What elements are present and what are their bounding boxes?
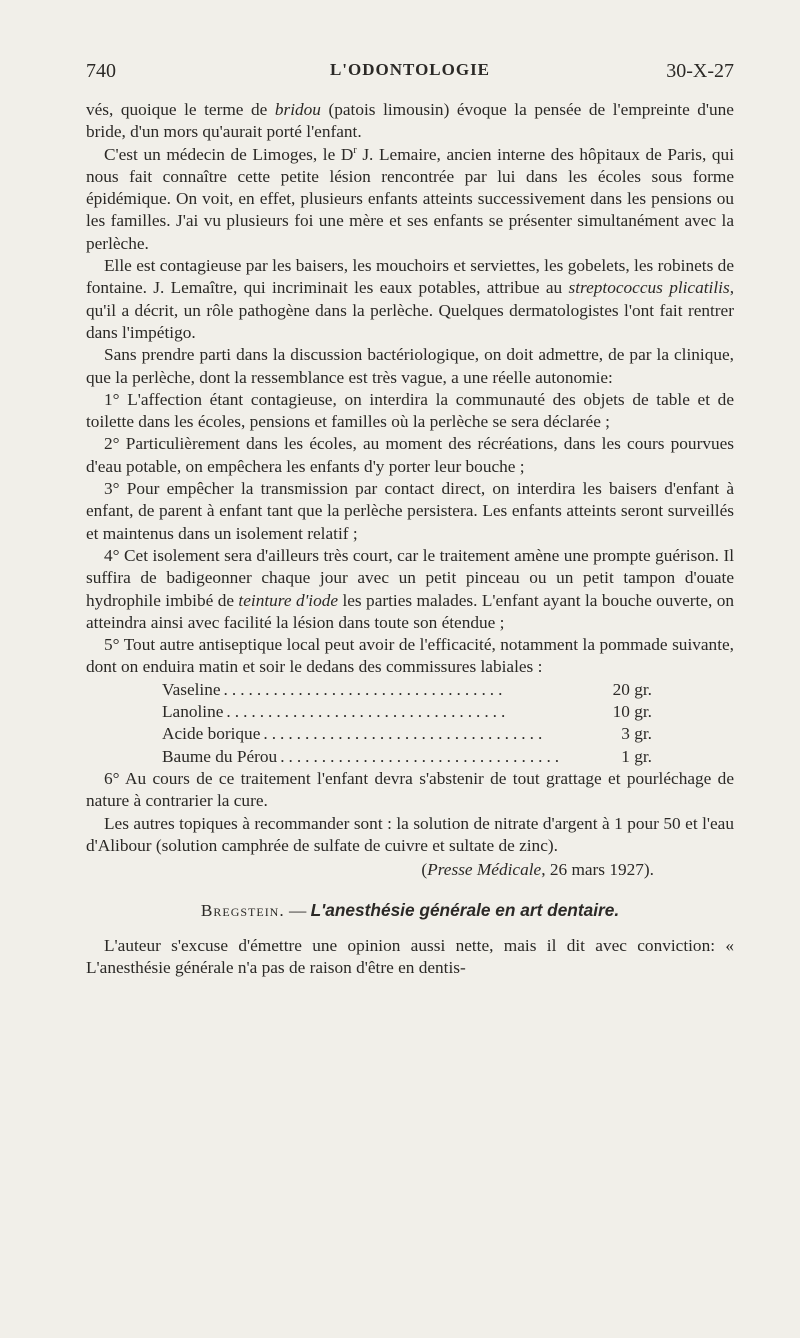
section-author: Bregstein. [200,901,285,921]
paragraph-1: vés, quoique le terme de bridou (patois limousin) évoque la pensée de l'empreinte d'une bride, d'un mors qu'aurait porté l'enfant. [86,100,734,142]
article-body [86,99,734,979]
formula-row: Vaseline .................................. 20 gr. [162,679,652,699]
paragraph-10: 6° Au cours de ce traitement l'enfant devra s'abstenir de tout grattage et pourléchage de nature à contrarier la cure. [86,768,734,811]
paragraph-11: Les autres topiques à recommander sont : la solution de nitrate d'argent à 1 pour 50 et l'eau d'Alibour (solution camphrée de sulfate de cuivre et sultate de zinc). [86,813,734,855]
section-title: L'anesthésie générale en art dentaire. [310,900,620,921]
page-number: 740 [86,60,116,82]
ointment-formula [86,679,652,768]
paragraph-9: 5° Tout autre antiseptique local peut avoir de l'efficacité, notamment la pommade suivante, dont on enduira matin et soir le dedans des commissures labiales : [86,635,734,677]
paragraph-6: 2° Particulièrement dans les écoles, au moment des récréations, dans les cours pourvues d'eau potable, on empêchera les enfants d'y porter leur bouche ; [86,434,734,476]
issue-date: 30-X-27 [666,60,734,82]
paragraph-12: L'auteur s'excuse d'émettre une opinion aussi nette, mais il dit avec conviction: « L'anesthésie générale n'a pas de raison d'être en dentis- [86,935,734,977]
paragraph-4: Sans prendre parti dans la discussion bactériologique, on doit admettre, de par la clinique, que la perlèche, dont la ressemblance est très vague, a une réelle autonomie: [86,345,734,387]
paragraph-3: Elle est contagieuse par les baisers, les mouchoirs et serviettes, les gobelets, les robinets de fontaine. J. Lemaître, qui incriminait les eaux potables, attribue au streptococcus plicatilis, qu'il a décrit, un rôle pathogène dans la perlèche. Quelques dermatologistes l'ont fait rentrer dans l'impétigo. [86,256,735,342]
paragraph-5: 1° L'affection étant contagieuse, on interdira la communauté des objets de table et de toilette dans les écoles, pensions et familles où la perlèche se sera déclarée ; [86,389,734,432]
running-header [86,60,734,86]
formula-row: Baume du Pérou .................................. 1 gr. [162,746,652,766]
section-heading: Bregstein. — L'anesthésie générale en art dentaire. [200,900,620,921]
paragraph-2: C'est un médecin de Limoges, le $D^r$ J. Lemaire, ancien interne des hôpitaux de Paris, qui nous fait connaître cette petite lésion rencontrée par lui dans les écoles sous forme épidémique. On voit, en effet, plusieurs enfants atteints successivement dans les pensions ou les familles. J'ai vu plusieurs foi une mère et ses enfants se présenter simultanément avec la perlèche. [86,144,734,253]
formula-row: Lanoline .................................. 10 gr. [162,702,652,722]
journal-title: L'ODONTOLOGIE [329,60,491,79]
formula-row: Acide borique .................................. 3 gr. [162,724,652,744]
paragraph-7: 3° Pour empêcher la transmission par contact direct, on interdira les baisers d'enfant à enfant, de parent à enfant tant que la perlèche persistera. Les enfants atteints seront surveillés et maintenus dans un isolement relatif ; [86,479,734,543]
citation: (Presse Médicale, 26 mars 1927). [421,860,654,880]
paragraph-8: 4° Cet isolement sera d'ailleurs très court, car le traitement amène une prompte guérison. Il suffira de badigeonner chaque jour avec un petit pinceau ou un petit tampon d'ouate hydrophile imbibé de teinture d'iode les parties malades. L'enfant ayant la bouche ouverte, on atteindra ainsi avec facilité la lésion dans toute son étendue ; [86,545,734,632]
